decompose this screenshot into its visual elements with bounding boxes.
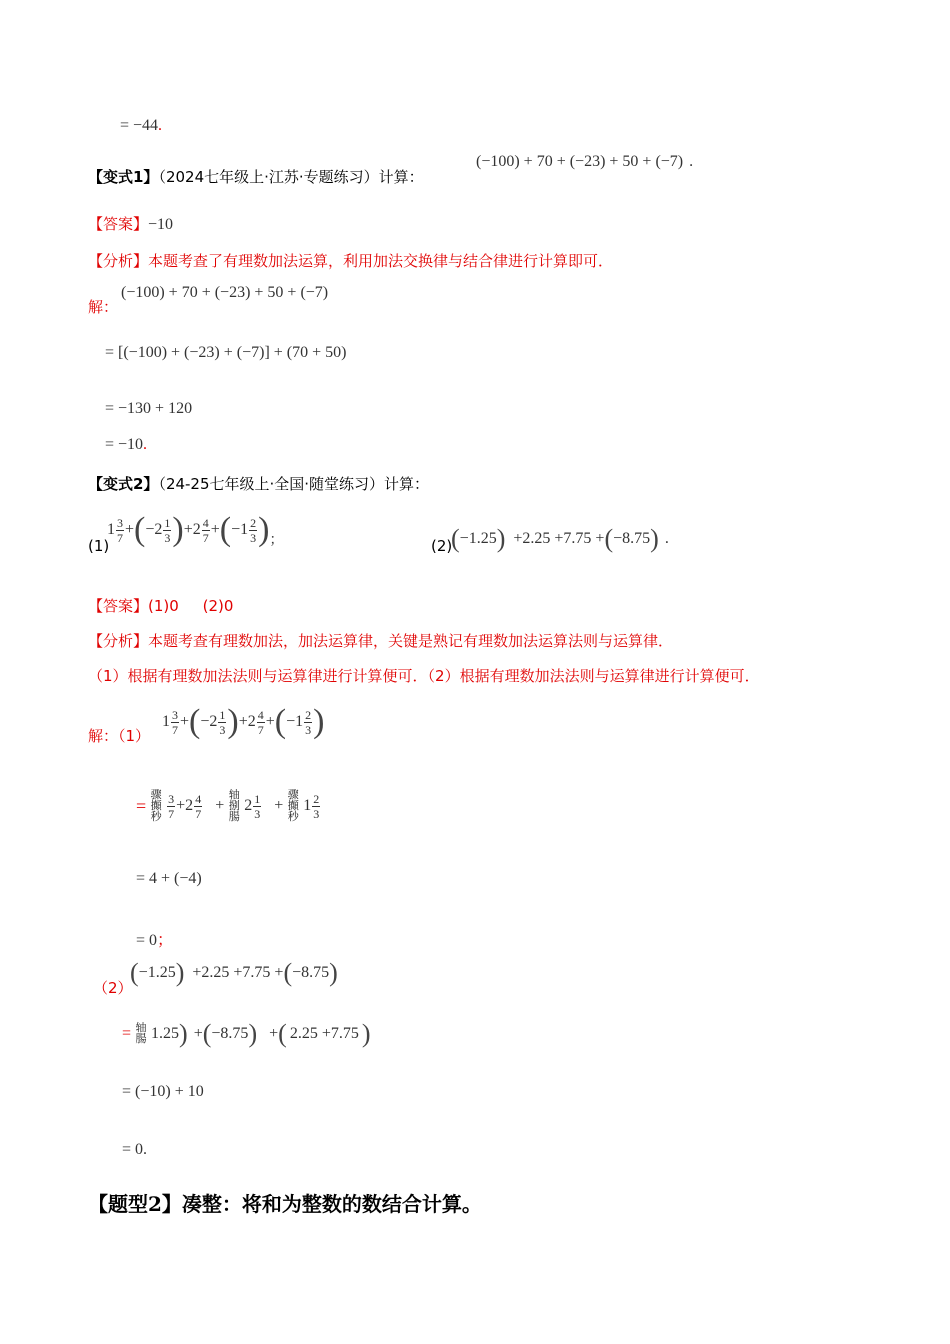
solution-2b-line-3: = (−10) + 10 xyxy=(122,1083,204,1100)
solution-line-2: = [(−100) + (−23) + (−7)] + (70 + 50) xyxy=(105,344,347,361)
solution-2-line-3: = 4 + (−4) xyxy=(136,870,202,887)
solution-line-4: = −10. xyxy=(105,436,148,453)
variant-1-analysis: 【分析】本题考查了有理数加法运算，利用加法交换律与结合律进行计算即可． xyxy=(88,252,614,270)
solution-label: 解： xyxy=(88,298,119,316)
part-1-label: (1) xyxy=(88,537,110,555)
variant-2-hint: （1）根据有理数加法法则与运算律进行计算便可．（2）根据有理数加法法则与运算律进行计算便可． xyxy=(88,667,760,685)
variant-2-analysis: 【分析】本题考查有理数加法，加法运算律，关键是熟记有理数加法运算法则与运算律． xyxy=(88,632,674,650)
solution-2b-line-2: = 轴 腸 1.25 ) + ( −8.75 ) + ( 2.25 +7.75 ) xyxy=(122,1019,371,1048)
solution-2b-line-1: ( −1.25 ) +2.25 +7.75 + ( −8.75 ) xyxy=(130,958,338,987)
variant-2-question xyxy=(88,473,429,494)
solution-line-3: = −130 + 120 xyxy=(105,400,193,417)
variant-1-answer xyxy=(88,213,173,234)
variant-2-source: （24-25七年级上·全国·随堂练习）计算： xyxy=(158,475,430,493)
solution-2b-line-4: = 0. xyxy=(122,1141,148,1158)
solution-2-line-1: 1 $\frac{3}{7}$ + ( −2 $\frac{1}{3}$ ) +2 $\frac{4}{7}$ + ( −1 $\frac{2}{3}$ ) xyxy=(162,703,325,740)
variant-2-answer xyxy=(88,595,233,616)
part-2-expression: ( −1.25 ) +2.25 +7.75 + ( −8.75 ) . xyxy=(451,524,669,553)
solution-2-line-2: = 骤 攧 秒 $\frac{3}{7}$ +2 $\frac{4}{7}$ + 轴 捌 腸 2 $\frac{1}{3}$ + 骤 攧 秒 1 $\frac{2}{3}$ xyxy=(136,788,320,823)
solution-2-line-4: = 0； xyxy=(136,932,174,949)
answer-value: (1)0 (2)0 xyxy=(148,597,234,615)
variant-1-source: （2024七年级上·江苏·专题练习）计算： xyxy=(158,168,424,186)
part-1-expression: 1 $\frac{3}{7}$ + ( −2 $\frac{1}{3}$ ) +2 $\frac{4}{7}$ + ( −1 $\frac{2}{3}$ ) ； xyxy=(107,511,284,548)
variant-2-label: 【变式2】 xyxy=(88,475,159,493)
solution-2-label-2: （2） xyxy=(93,979,133,997)
section-heading: 【题型2】凑整：将和为整数的数结合计算。 xyxy=(88,1192,482,1216)
variant-1-question xyxy=(88,166,424,187)
answer-label: 【答案】 xyxy=(88,597,149,615)
answer-label: 【答案】 xyxy=(88,215,149,233)
part-2-label: (2) xyxy=(431,537,453,555)
variant-1-label: 【变式1】 xyxy=(88,168,159,186)
variant-1-expression: (−100) + 70 + (−23) + 50 + (−7) . xyxy=(476,153,694,170)
result-line: = −44. xyxy=(120,117,163,134)
solution-line-1: (−100) + 70 + (−23) + 50 + (−7) xyxy=(121,284,329,301)
solution-2-label-1: 解：（1） xyxy=(88,727,151,745)
answer-value: −10 xyxy=(148,216,174,233)
